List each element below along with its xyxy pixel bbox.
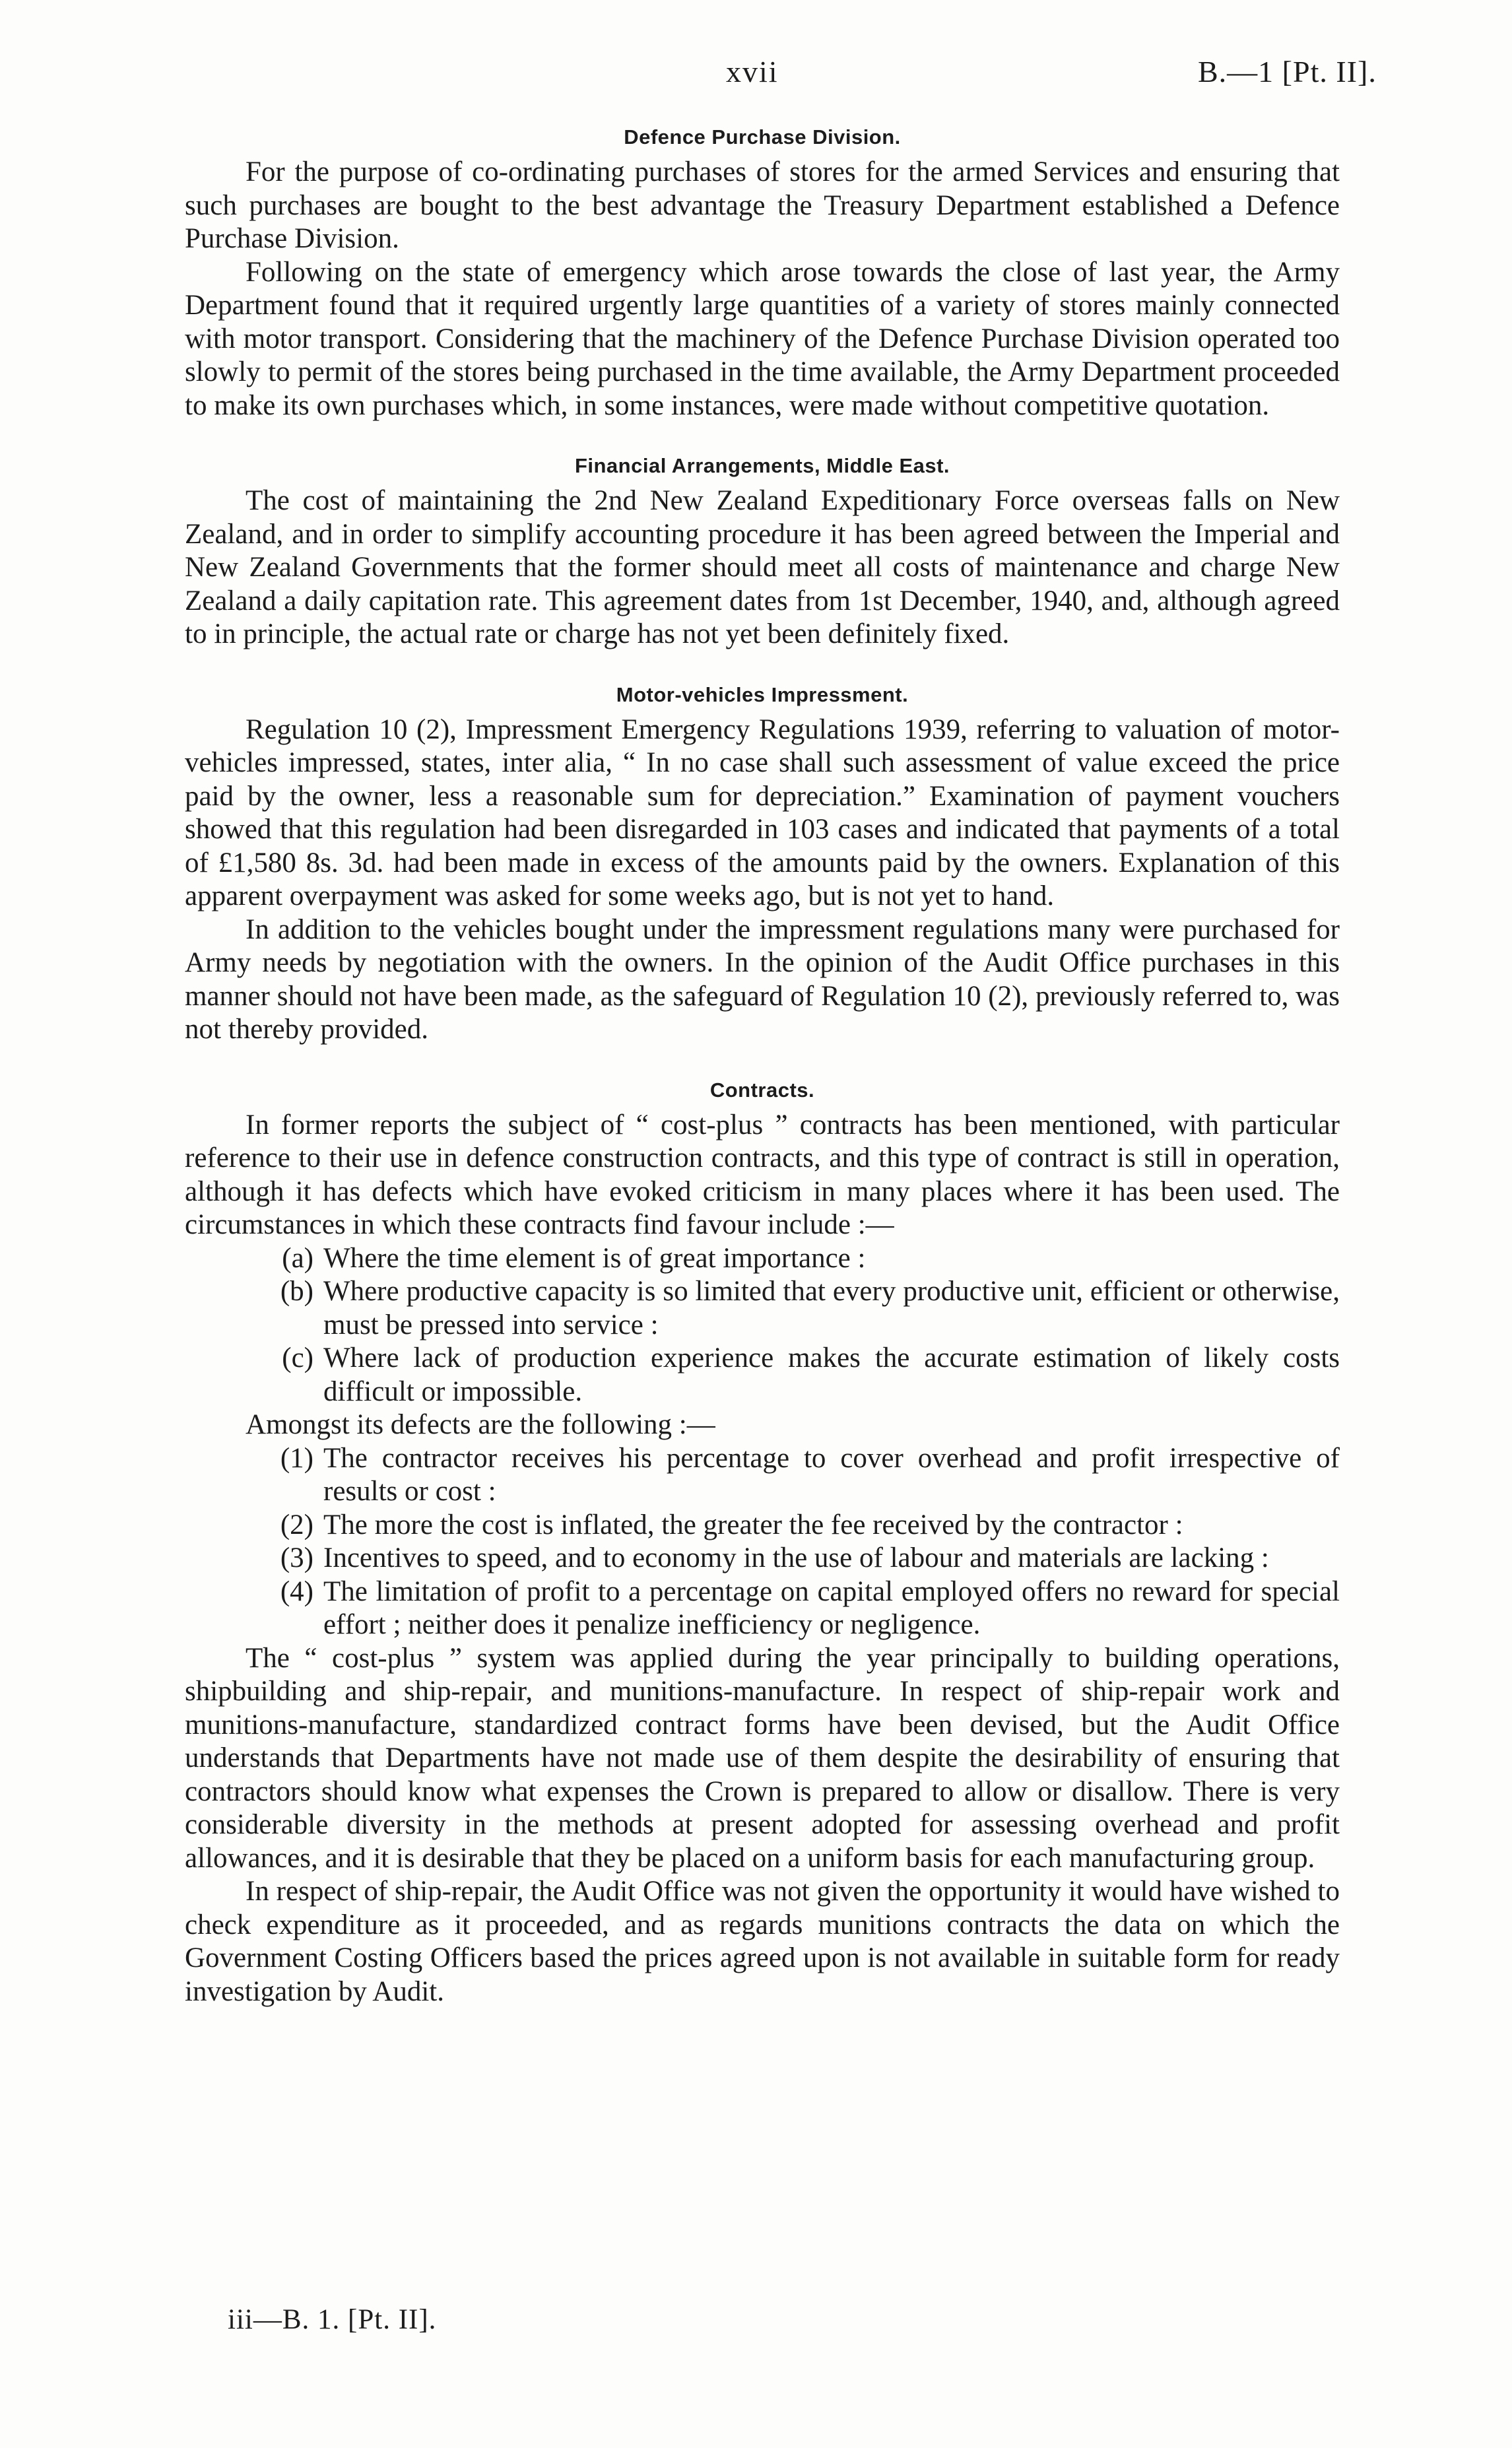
paragraph: Following on the state of emergency which arose towards the close of last year, the Army Department found that it required urgently large quantities of a variety of stores mainly connected with motor transport. Considering that the machinery of the Defence Purchase Division operated too slowly to permit of the stores being purchased in the time available, the Army Department proceeded to make its own purchases which, in some instances, were made without competitive quotation. (185, 256, 1340, 421)
section-heading: Motor-vehicles Impressment. (616, 682, 909, 706)
list-marker: (2) (280, 1509, 313, 1540)
list-text: Where lack of production experience makes the accurate estimation of likely costs difficult or impossible. (323, 1342, 1340, 1407)
list-item (185, 1242, 1340, 1276)
list-item (185, 1275, 1340, 1342)
list-text: Incentives to speed, and to economy in the use of labour and materials are lacking : (323, 1542, 1269, 1573)
section-defence-purchase (185, 125, 1340, 422)
list-item (185, 1342, 1340, 1408)
paragraph: The “ cost-plus ” system was applied during the year principally to building operations, shipbuilding and ship-repair, and munitions-manufacture. In respect of ship-repair work and munitions-manufacture, standardized contract forms have been devised, but the Audit Office understands that Departments have not made use of them despite the desirability of ensuring that contractors should know what expenses the Crown is prepared to allow or disallow. There is very considerable diversity in the methods at present adopted for assessing overhead and profit allowances, and it is desirable that they be placed on a uniform basis for each manufacturing group. (185, 1642, 1340, 1874)
document-reference: B.—1 [Pt. II]. (1198, 55, 1377, 88)
list-marker: (a) (282, 1242, 313, 1274)
list-text: The limitation of profit to a percentage on capital employed offers no reward for special effort ; neither does it penalize inefficiency or negligence. (323, 1575, 1340, 1640)
paragraph: In respect of ship-repair, the Audit Office was not given the opportunity it would have wished to check expenditure as it proceeded, and as regards munitions contracts the data on which the Government Costing Officers based the prices agreed upon is not available in suitable form for ready investigation by Audit. (185, 1876, 1340, 2007)
favour-list (185, 1242, 1340, 1409)
list-text: The contractor receives his percentage to cover overhead and profit irrespective of results or cost : (323, 1442, 1340, 1507)
paragraph: In addition to the vehicles bought under the impressment regulations many were purchased for Army needs by negotiation with the owners. In the opinion of the Audit Office purchases in this manner should not have been made, as the safeguard of Regulation 10 (2), previously referred to, was not thereby provided. (185, 913, 1340, 1045)
section-contracts (185, 1078, 1340, 2009)
list-text: Where the time element is of great importance : (323, 1242, 866, 1274)
list-item (185, 1442, 1340, 1509)
paragraph: Amongst its defects are the following :— (246, 1409, 715, 1440)
list-marker: (b) (280, 1276, 313, 1307)
list-item (185, 1575, 1340, 1642)
list-marker: (1) (280, 1442, 313, 1474)
list-marker: (4) (280, 1575, 313, 1607)
section-heading: Defence Purchase Division. (624, 125, 901, 149)
section-financial-arrangements (185, 454, 1340, 651)
document-body (185, 125, 1340, 2040)
list-marker: (c) (282, 1342, 313, 1373)
list-item (185, 1509, 1340, 1542)
list-marker: (3) (280, 1542, 313, 1573)
section-heading: Financial Arrangements, Middle East. (574, 454, 950, 477)
paragraph: Regulation 10 (2), Impressment Emergency Regulations 1939, referring to valuation of motor-vehicles impressed, states, inter alia, “ In no case shall such assessment of value exceed the price paid by the owner, less a reasonable sum for depreciation.” Examination of payment vouchers showed that this regulation had been disregarded in 103 cases and indicated that payments of a total of £1,580 8s. 3d. had been made in excess of the amounts paid by the owners. Explanation of this apparent overpayment was asked for some weeks ago, but is not yet to hand. (185, 713, 1340, 911)
paragraph: In former reports the subject of “ cost-plus ” contracts has been mentioned, with particular reference to their use in defence construction contracts, and this type of contract is still in operation, although it has defects which have evoked criticism in many places where it has been used. The circumstances in which these contracts find favour include :— (185, 1109, 1340, 1240)
list-text: The more the cost is inflated, the greater the fee received by the contractor : (323, 1509, 1183, 1540)
defects-list (185, 1442, 1340, 1642)
page-number: xvii (726, 55, 779, 88)
signature-mark: iii—B. 1. [Pt. II]. (228, 2304, 437, 2335)
paragraph: For the purpose of co-ordinating purchases of stores for the armed Services and ensuring that such purchases are bought to the best advantage the Treasury Department established a Defence Purchase Division. (185, 156, 1340, 254)
list-item (185, 1542, 1340, 1575)
list-text: Where productive capacity is so limited that every productive unit, efficient or otherwise, must be pressed into service : (323, 1276, 1340, 1340)
section-heading: Contracts. (709, 1078, 815, 1102)
section-motor-vehicles (185, 683, 1340, 1047)
paragraph: The cost of maintaining the 2nd New Zealand Expeditionary Force overseas falls on New Zealand, and in order to simplify accounting procedure it has been agreed between the Imperial and New Zealand Governments that the former should meet all costs of maintenance and charge New Zealand a daily capitation rate. This agreement dates from 1st December, 1940, and, although agreed to in principle, the actual rate or charge has not yet been definitely fixed. (185, 485, 1340, 649)
